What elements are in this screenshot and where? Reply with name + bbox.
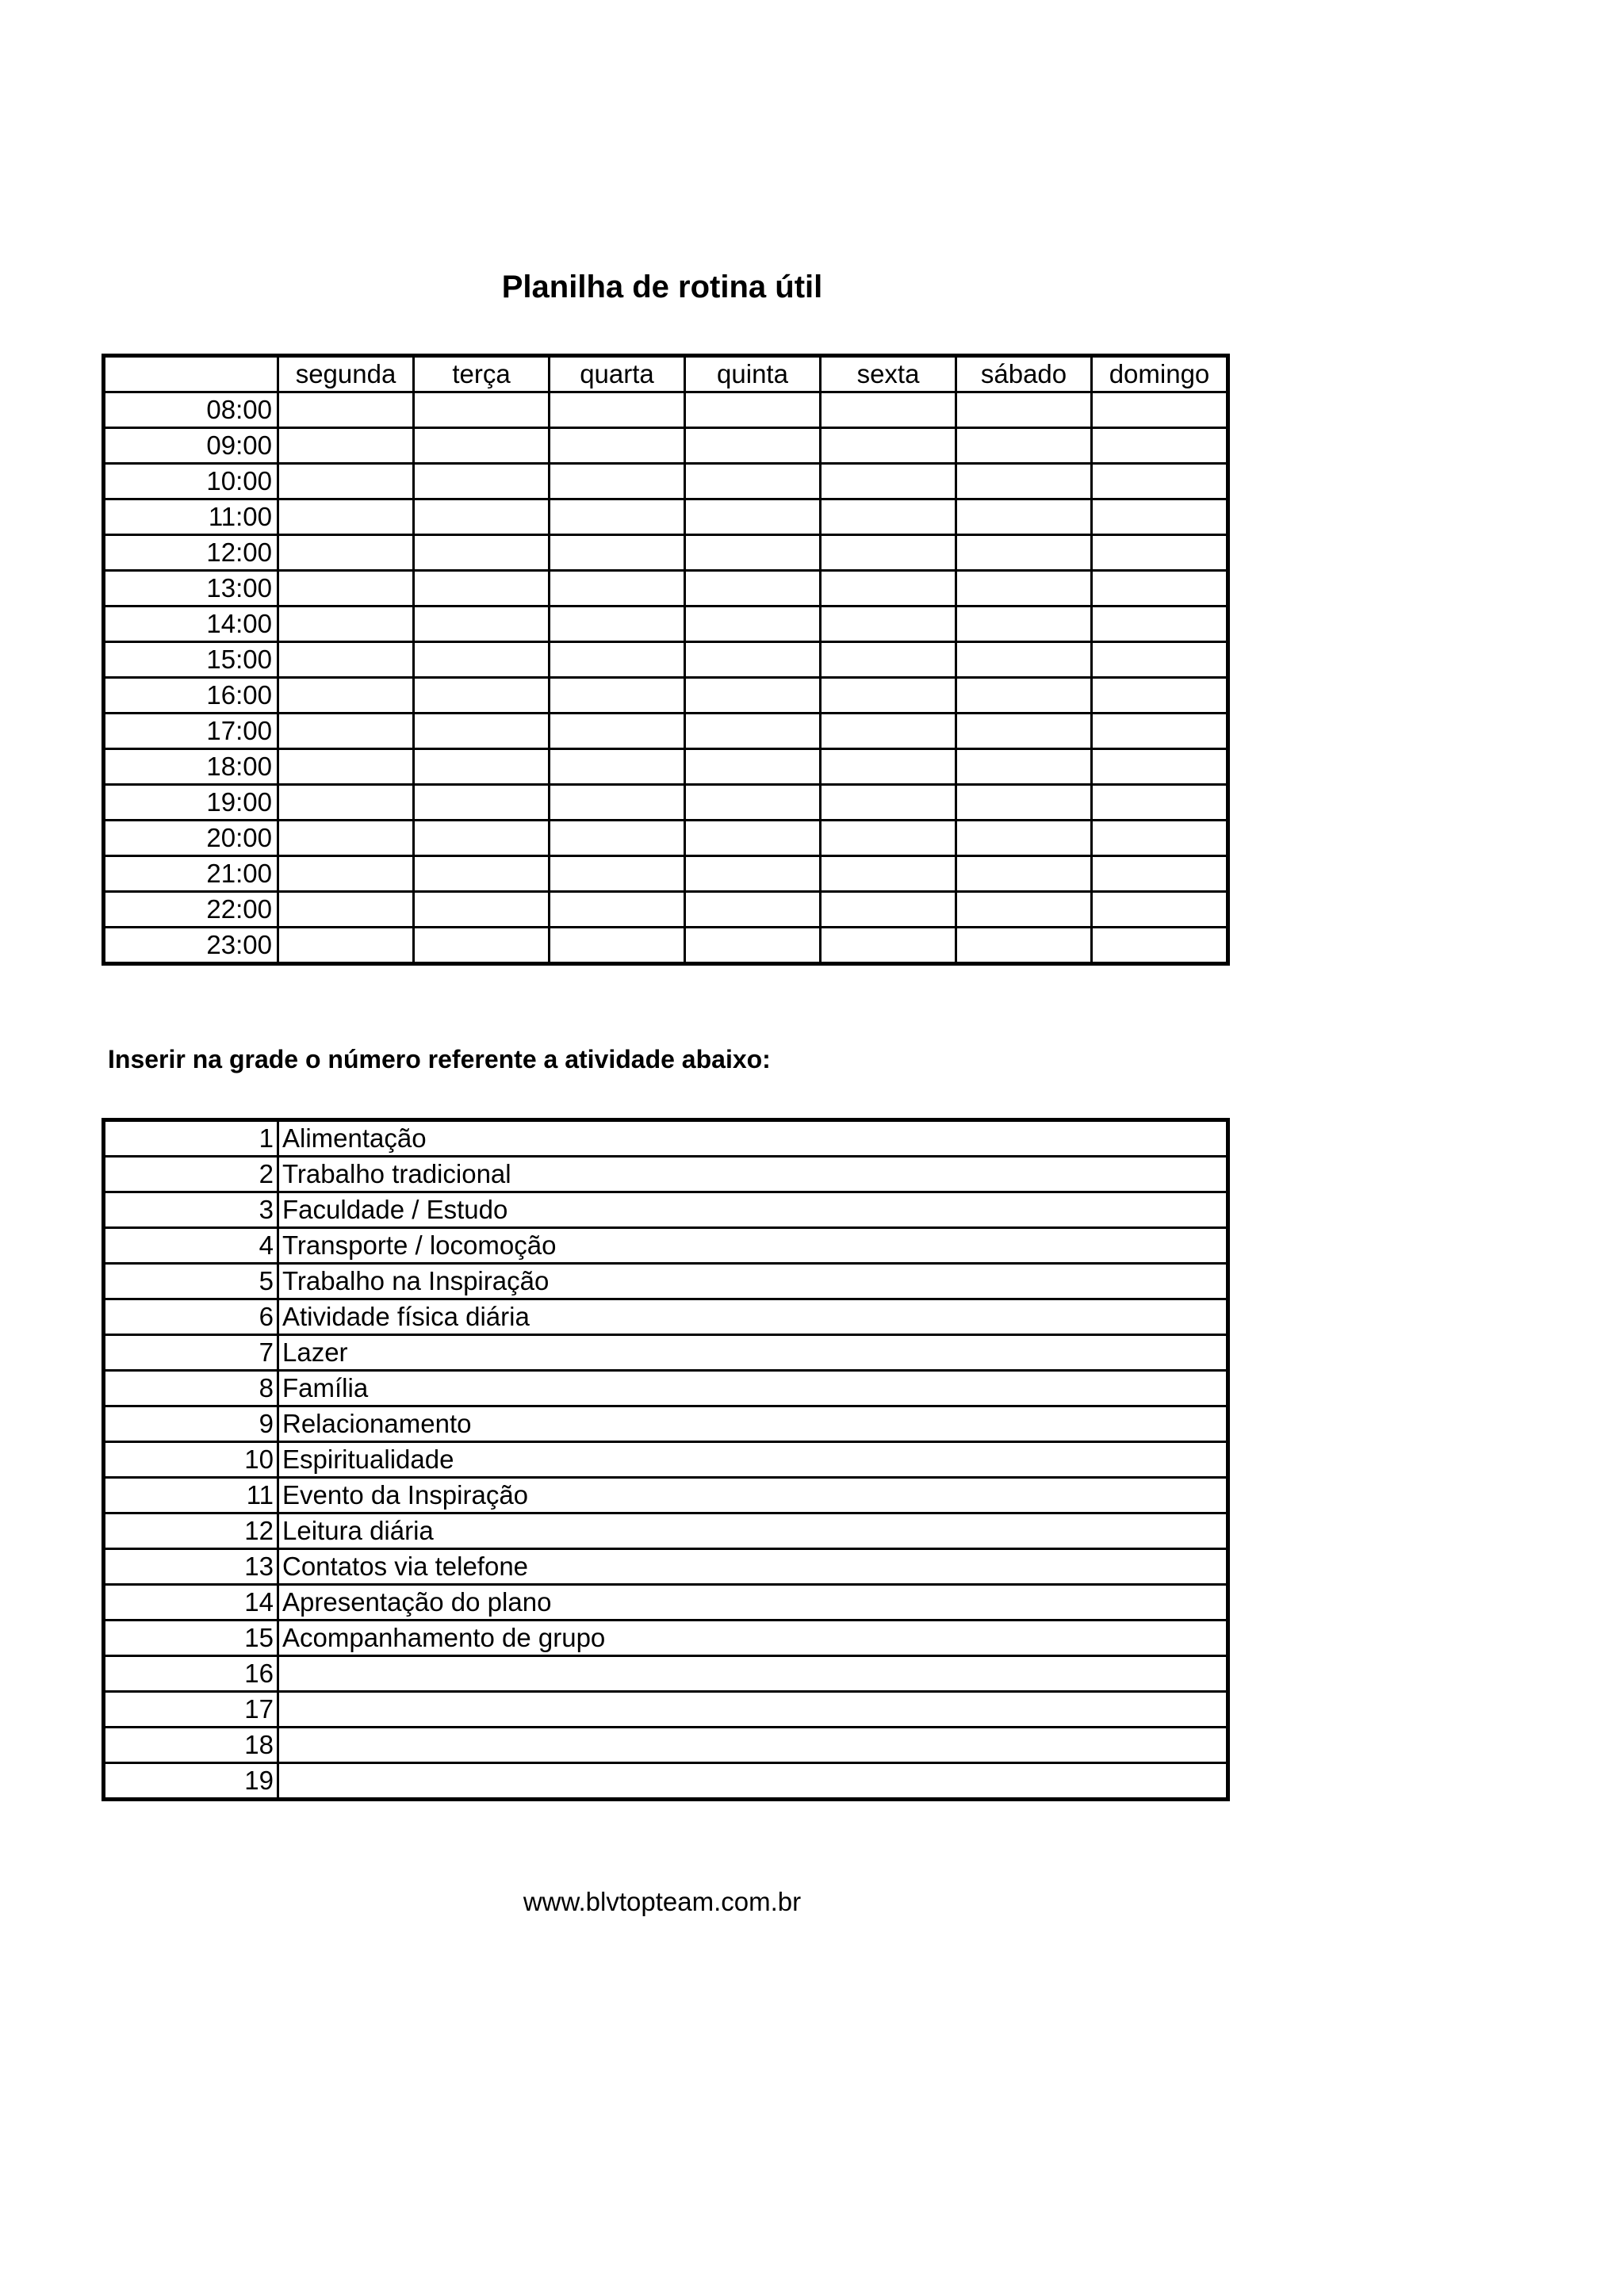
time-cell: 13:00 [104,571,278,607]
schedule-cell[interactable] [550,571,685,607]
schedule-cell[interactable] [956,499,1092,535]
time-cell: 20:00 [104,821,278,856]
schedule-cell[interactable] [550,892,685,928]
schedule-cell[interactable] [414,642,550,678]
activity-row [104,1192,1228,1228]
schedule-cell[interactable] [956,607,1092,642]
schedule-cell[interactable] [550,785,685,821]
activity-row [104,1763,1228,1800]
activity-number: 14 [104,1585,278,1621]
schedule-cell[interactable] [956,785,1092,821]
schedule-cell[interactable] [1092,785,1228,821]
schedule-cell[interactable] [414,856,550,892]
schedule-cell[interactable] [550,749,685,785]
schedule-cell[interactable] [821,892,956,928]
schedule-cell[interactable] [821,785,956,821]
schedule-row [104,928,1228,964]
schedule-cell[interactable] [821,642,956,678]
activity-row [104,1228,1228,1264]
schedule-cell[interactable] [1092,642,1228,678]
schedule-cell[interactable] [821,571,956,607]
schedule-cell[interactable] [821,607,956,642]
activity-label[interactable] [278,1692,1228,1728]
activity-row [104,1513,1228,1549]
schedule-cell[interactable] [278,714,414,749]
activity-label[interactable]: Faculdade / Estudo [278,1192,1228,1228]
activity-row [104,1120,1228,1157]
schedule-cell[interactable] [685,499,821,535]
schedule-cell[interactable] [278,642,414,678]
activity-label[interactable]: Alimentação [278,1120,1228,1157]
activity-number: 4 [104,1228,278,1264]
activity-row [104,1264,1228,1299]
time-cell: 15:00 [104,642,278,678]
schedule-cell[interactable] [414,785,550,821]
schedule-row [104,856,1228,892]
activity-number: 5 [104,1264,278,1299]
schedule-cell[interactable] [550,607,685,642]
activity-row [104,1692,1228,1728]
activity-label[interactable]: Acompanhamento de grupo [278,1621,1228,1656]
schedule-row [104,821,1228,856]
schedule-cell[interactable] [278,535,414,571]
schedule-cell[interactable] [414,749,550,785]
activity-number: 10 [104,1442,278,1478]
schedule-cell[interactable] [685,892,821,928]
time-cell: 23:00 [104,928,278,964]
schedule-cell[interactable] [956,535,1092,571]
time-cell: 17:00 [104,714,278,749]
schedule-cell[interactable] [685,535,821,571]
activity-number: 8 [104,1371,278,1406]
schedule-cell[interactable] [278,892,414,928]
activity-label[interactable]: Atividade física diária [278,1299,1228,1335]
schedule-cell[interactable] [414,571,550,607]
activity-row [104,1371,1228,1406]
schedule-row [104,749,1228,785]
time-cell: 14:00 [104,607,278,642]
schedule-cell[interactable] [414,428,550,464]
schedule-row [104,678,1228,714]
activity-number: 12 [104,1513,278,1549]
activity-label[interactable] [278,1763,1228,1800]
schedule-cell[interactable] [278,464,414,499]
activity-row [104,1728,1228,1763]
schedule-cell[interactable] [685,785,821,821]
schedule-grid [102,354,1230,966]
activity-number: 7 [104,1335,278,1371]
corner-cell [104,356,278,392]
schedule-cell[interactable] [821,749,956,785]
schedule-cell[interactable] [821,928,956,964]
schedule-cell[interactable] [278,821,414,856]
activity-number: 19 [104,1763,278,1800]
schedule-row [104,607,1228,642]
schedule-cell[interactable] [685,392,821,428]
time-cell: 21:00 [104,856,278,892]
schedule-cell[interactable] [956,571,1092,607]
schedule-cell[interactable] [821,821,956,856]
schedule-cell[interactable] [685,642,821,678]
activity-label[interactable]: Família [278,1371,1228,1406]
activity-row [104,1335,1228,1371]
activity-row [104,1442,1228,1478]
schedule-cell[interactable] [821,535,956,571]
activity-number: 15 [104,1621,278,1656]
activity-label[interactable]: Lazer [278,1335,1228,1371]
schedule-cell[interactable] [278,928,414,964]
schedule-cell[interactable] [550,678,685,714]
activity-number: 13 [104,1549,278,1585]
schedule-cell[interactable] [956,678,1092,714]
activity-number: 16 [104,1656,278,1692]
schedule-cell[interactable] [414,607,550,642]
schedule-cell[interactable] [956,856,1092,892]
schedule-row [104,499,1228,535]
time-cell: 08:00 [104,392,278,428]
schedule-cell[interactable] [550,642,685,678]
schedule-cell[interactable] [550,464,685,499]
schedule-cell[interactable] [414,464,550,499]
schedule-cell[interactable] [414,928,550,964]
schedule-cell[interactable] [685,821,821,856]
schedule-cell[interactable] [685,928,821,964]
schedule-cell[interactable] [685,856,821,892]
schedule-row [104,714,1228,749]
schedule-cell[interactable] [956,749,1092,785]
schedule-cell[interactable] [685,607,821,642]
schedule-cell[interactable] [1092,499,1228,535]
instruction-text: Inserir na grade o número referente a atividade abaixo: [108,1045,771,1073]
schedule-cell[interactable] [1092,428,1228,464]
schedule-cell[interactable] [278,607,414,642]
schedule-cell[interactable] [956,714,1092,749]
schedule-cell[interactable] [685,678,821,714]
schedule-cell[interactable] [278,571,414,607]
schedule-cell[interactable] [550,714,685,749]
schedule-cell[interactable] [1092,892,1228,928]
schedule-cell[interactable] [685,571,821,607]
schedule-row [104,571,1228,607]
schedule-cell[interactable] [414,892,550,928]
activity-number: 17 [104,1692,278,1728]
activity-row [104,1656,1228,1692]
schedule-cell[interactable] [278,499,414,535]
day-header: domingo [1092,356,1228,392]
activity-number: 1 [104,1120,278,1157]
schedule-row [104,785,1228,821]
schedule-cell[interactable] [550,856,685,892]
activity-row [104,1585,1228,1621]
schedule-cell[interactable] [685,464,821,499]
activity-label[interactable]: Trabalho tradicional [278,1157,1228,1192]
activity-row [104,1406,1228,1442]
time-cell: 12:00 [104,535,278,571]
schedule-cell[interactable] [685,714,821,749]
activity-number: 9 [104,1406,278,1442]
schedule-cell[interactable] [1092,535,1228,571]
schedule-header-row [104,356,1228,392]
activity-number: 11 [104,1478,278,1513]
footer-url: www.blvtopteam.com.br [523,1887,802,1916]
day-header: quarta [550,356,685,392]
schedule-cell[interactable] [956,642,1092,678]
activity-number: 6 [104,1299,278,1335]
activity-label[interactable]: Apresentação do plano [278,1585,1228,1621]
schedule-cell[interactable] [956,928,1092,964]
time-cell: 11:00 [104,499,278,535]
activity-row [104,1549,1228,1585]
time-cell: 18:00 [104,749,278,785]
schedule-cell[interactable] [1092,749,1228,785]
schedule-cell[interactable] [821,392,956,428]
time-cell: 22:00 [104,892,278,928]
schedule-cell[interactable] [821,428,956,464]
schedule-cell[interactable] [414,678,550,714]
day-header: sábado [956,356,1092,392]
schedule-cell[interactable] [278,749,414,785]
schedule-cell[interactable] [1092,464,1228,499]
activity-label[interactable]: Evento da Inspiração [278,1478,1228,1513]
schedule-row [104,392,1228,428]
activity-label[interactable]: Leitura diária [278,1513,1228,1549]
activity-row [104,1621,1228,1656]
schedule-cell[interactable] [414,714,550,749]
schedule-cell[interactable] [550,499,685,535]
page-title: Planilha de rotina útil [501,270,823,304]
schedule-cell[interactable] [956,464,1092,499]
schedule-row [104,535,1228,571]
schedule-cell[interactable] [1092,714,1228,749]
activity-row [104,1299,1228,1335]
day-header: sexta [821,356,956,392]
day-header: segunda [278,356,414,392]
activity-number: 18 [104,1728,278,1763]
activity-label[interactable]: Espiritualidade [278,1442,1228,1478]
schedule-cell[interactable] [550,392,685,428]
schedule-cell[interactable] [550,428,685,464]
schedule-row [104,464,1228,499]
day-header: quinta [685,356,821,392]
time-cell: 10:00 [104,464,278,499]
activity-number: 2 [104,1157,278,1192]
activity-row [104,1478,1228,1513]
schedule-row [104,642,1228,678]
schedule-cell[interactable] [1092,928,1228,964]
schedule-cell[interactable] [278,678,414,714]
schedule-cell[interactable] [821,714,956,749]
schedule-cell[interactable] [414,535,550,571]
schedule-cell[interactable] [956,428,1092,464]
schedule-cell[interactable] [1092,821,1228,856]
schedule-cell[interactable] [685,749,821,785]
schedule-cell[interactable] [685,428,821,464]
schedule-cell[interactable] [956,892,1092,928]
activity-row [104,1157,1228,1192]
activity-label[interactable]: Relacionamento [278,1406,1228,1442]
activity-number: 3 [104,1192,278,1228]
schedule-cell[interactable] [1092,571,1228,607]
activity-list [102,1118,1230,1801]
activity-label[interactable] [278,1728,1228,1763]
schedule-cell[interactable] [821,464,956,499]
activity-label[interactable]: Contatos via telefone [278,1549,1228,1585]
day-header: terça [414,356,550,392]
schedule-cell[interactable] [278,428,414,464]
schedule-cell[interactable] [278,785,414,821]
schedule-cell[interactable] [278,392,414,428]
schedule-cell[interactable] [1092,678,1228,714]
time-cell: 19:00 [104,785,278,821]
schedule-row [104,892,1228,928]
time-cell: 16:00 [104,678,278,714]
activity-label[interactable]: Trabalho na Inspiração [278,1264,1228,1299]
schedule-cell[interactable] [956,392,1092,428]
schedule-cell[interactable] [278,856,414,892]
schedule-cell[interactable] [821,499,956,535]
schedule-cell[interactable] [821,856,956,892]
schedule-cell[interactable] [414,499,550,535]
schedule-cell[interactable] [414,392,550,428]
schedule-cell[interactable] [956,821,1092,856]
schedule-cell[interactable] [550,535,685,571]
schedule-cell[interactable] [821,678,956,714]
schedule-cell[interactable] [550,821,685,856]
schedule-cell[interactable] [1092,607,1228,642]
schedule-cell[interactable] [1092,856,1228,892]
activity-label[interactable] [278,1656,1228,1692]
schedule-cell[interactable] [414,821,550,856]
time-cell: 09:00 [104,428,278,464]
schedule-row [104,428,1228,464]
schedule-cell[interactable] [550,928,685,964]
activity-label[interactable]: Transporte / locomoção [278,1228,1228,1264]
schedule-cell[interactable] [1092,392,1228,428]
